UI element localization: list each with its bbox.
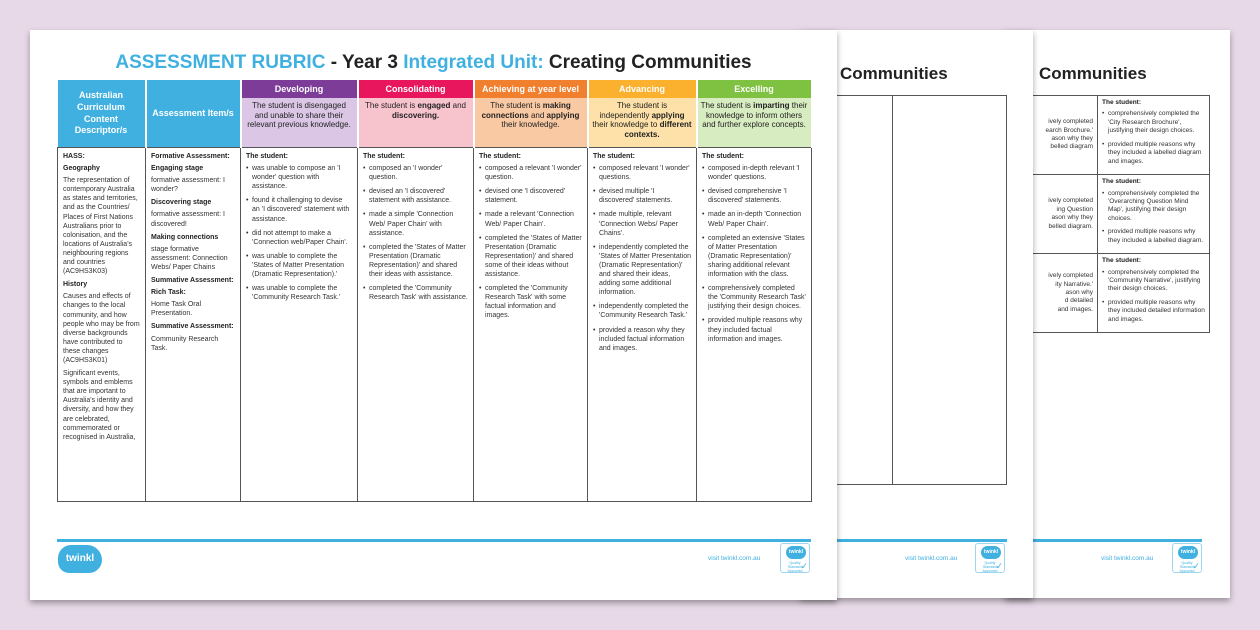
descriptor-text: different contexts. — [624, 120, 692, 139]
visit-link[interactable]: visit twinkl.com.au — [708, 555, 761, 562]
criteria-item: • provided multiple reasons why they included a labelled diagram. — [1102, 228, 1205, 245]
fragment: belled diagram — [1050, 143, 1093, 151]
fragment: ity Narrative.' — [1055, 280, 1093, 288]
fragment: ing Question — [1056, 205, 1093, 213]
level-descriptor — [698, 98, 811, 147]
footer-line — [1005, 539, 1202, 542]
descriptor-text: their knowledge to — [592, 120, 660, 130]
quality-badge: twinkl Quality Standard Approved ✓ — [975, 543, 1005, 573]
descriptor-text: engaged — [417, 101, 451, 110]
rubric-table — [57, 80, 813, 502]
cell-text: formative assessment: I wonder? — [151, 177, 225, 194]
header-excelling — [697, 80, 812, 148]
cell-heading: History — [63, 281, 88, 289]
fragment: ason why they — [1051, 135, 1093, 143]
criteria-list — [593, 164, 691, 353]
cell-heading: Making connections — [151, 233, 219, 241]
criteria-item: • composed an 'I wonder' question. — [363, 164, 468, 182]
cell-intro: The student: — [363, 153, 405, 160]
level-label: Advancing — [589, 80, 696, 98]
title-part: ASSESSMENT RUBRIC — [115, 52, 326, 73]
criteria-item: • did not attempt to make a 'Connection web/Paper Chain'. — [246, 229, 352, 247]
header-developing — [241, 80, 358, 148]
cell-text: Community Research Task. — [151, 335, 219, 352]
descriptor-text: making connections — [481, 101, 571, 120]
level-cell-developing — [241, 148, 358, 502]
criteria-item: • found it challenging to devise an 'I discovered' statement with assistance. — [246, 196, 352, 223]
criteria-item: • composed a relevant 'I wonder' question. — [479, 164, 582, 182]
cell-intro: The student: — [702, 153, 744, 160]
criteria-list — [1102, 110, 1205, 166]
header-curriculum: Australian Curriculum Content Descriptor/s — [58, 80, 146, 148]
page3-row — [1006, 254, 1210, 333]
title-part: Integrated Unit: — [403, 52, 544, 73]
twinkl-logo: twinkl — [58, 545, 102, 573]
fragment: ason why — [1065, 288, 1093, 296]
criteria-list — [1102, 190, 1205, 246]
page3-row — [1006, 96, 1210, 175]
quality-badge: twinkl Quality Standard Approved ✓ — [780, 543, 810, 573]
criteria-list — [702, 164, 806, 344]
level-cell-achieving-at-year-level — [474, 148, 588, 502]
fragment: ason why they — [1051, 214, 1093, 222]
criteria-item: • completed the 'States of Matter Presentation (Dramatic Representation)' and shared some of their ideas without assistance. — [479, 234, 582, 279]
page3-row — [1006, 175, 1210, 254]
criteria-list — [246, 164, 352, 302]
criteria-item: • independently completed the 'Community Research Task.' — [593, 302, 691, 320]
level-cell-excelling — [697, 148, 812, 502]
criteria-item: • was unable to complete the 'States of Matter Presentation (Dramatic Representation).' — [246, 252, 352, 279]
criteria-item: • made a relevant 'Connection Web/ Paper Chain'. — [479, 210, 582, 228]
cell-intro: The student: — [1102, 178, 1141, 186]
criteria-item: • comprehensively completed the 'City Research Brochure', justifying their design choices. — [1102, 110, 1205, 135]
descriptor-text: and — [450, 101, 466, 110]
criteria-item: • was unable to compose an 'I wonder' question with assistance. — [246, 164, 352, 191]
cell-heading: HASS: — [63, 153, 85, 160]
header-consolidating — [358, 80, 474, 148]
quality-badge: twinkl Quality Standard Approved ✓ — [1172, 543, 1202, 573]
cell-heading: Geography — [63, 165, 100, 173]
title-part: - Year 3 — [325, 52, 404, 73]
header-achieving-at-year-level — [474, 80, 588, 148]
descriptor-text: applying — [546, 110, 580, 120]
page3-table — [1005, 95, 1210, 333]
level-label: Developing — [242, 80, 357, 98]
criteria-item: • provided a reason why they included factual information and images. — [593, 326, 691, 353]
visit-link[interactable]: visit twinkl.com.au — [905, 555, 958, 562]
header-assessment-items: Assessment Item/s — [146, 80, 241, 148]
criteria-item: • devised one 'I discovered' statement. — [479, 187, 582, 205]
cell-heading: Discovering stage — [151, 199, 212, 207]
criteria-item: • completed an extensive 'States of Matter Presentation (Dramatic Representation)' sharing additional relevant information with the class. — [702, 234, 806, 279]
header-advancing — [588, 80, 697, 148]
assessment-items-cell — [146, 148, 241, 502]
cell-text: Home Task Oral Presentation. — [151, 301, 202, 318]
criteria-list — [479, 164, 582, 320]
descriptor-text: their knowledge to inform others and further explore concepts. — [702, 101, 808, 130]
criteria-item: • made an in-depth 'Connection Web/ Paper Chain'. — [702, 210, 806, 228]
descriptor-text: The student is — [365, 101, 418, 110]
fragment: earch Brochure.' — [1045, 126, 1093, 134]
descriptor-text: discovering. — [391, 110, 440, 120]
cell-heading: Engaging stage — [151, 165, 204, 173]
fragment: belled diagram. — [1048, 222, 1093, 230]
level-label: Excelling — [698, 80, 811, 98]
rubric-page — [30, 30, 837, 600]
criteria-item: • composed relevant 'I wonder' questions. — [593, 164, 691, 182]
criteria-item: • made multiple, relevant 'Connection Webs/ Paper Chains'. — [593, 210, 691, 237]
page3-title: Communities — [1039, 64, 1147, 83]
criteria-item: • devised an 'I discovered' statement with assistance. — [363, 187, 468, 205]
cell-text: The representation of contemporary Australia as states and territories, and as the Countries/ Places of First Nations Australians prior to colonisation, and the locations of Australia's neighbouring regions and countries (AC9HS3K03) — [63, 177, 138, 276]
title-part: Creating Communities — [543, 52, 752, 73]
descriptor-text: applying — [651, 110, 685, 120]
criteria-item: • provided multiple reasons why they included a labelled diagram and images. — [1102, 141, 1205, 166]
page-preview-3 — [1005, 30, 1230, 598]
criteria-item: • completed the 'Community Research Task' with assistance. — [363, 284, 468, 302]
descriptor-text: their knowledge. — [501, 120, 560, 130]
descriptor-text: The student is — [700, 101, 754, 110]
level-cell-consolidating — [358, 148, 474, 502]
cell-heading: Formative Assessment: — [151, 153, 230, 160]
cell-heading: Summative Assessment: — [151, 277, 234, 285]
criteria-list — [363, 164, 468, 302]
page2-title: Communities — [840, 64, 948, 83]
cell-text: Significant events, symbols and emblems that are important to Australia's identity and diversity, and how they are celebrated, commemorated or recognised in Australia, — [63, 370, 136, 441]
descriptor-text: and — [528, 110, 547, 120]
criteria-item: • completed the 'States of Matter Presentation (Dramatic Representation)' and shared their ideas with assistance. — [363, 243, 468, 279]
level-descriptor — [475, 98, 587, 147]
cell-intro: The student: — [246, 153, 288, 160]
criteria-item: • provided multiple reasons why they included detailed information and images. — [1102, 299, 1205, 324]
descriptor-text: The student is — [490, 101, 543, 110]
level-cell-advancing — [588, 148, 697, 502]
cell-text: Causes and effects of changes to the local community, and how people who may be from diverse backgrounds have contributed to these changes (AC9HS3K01) — [63, 293, 140, 364]
cell-intro: The student: — [479, 153, 521, 160]
fragment: ively completed — [1048, 118, 1093, 126]
fragment: ively completed — [1048, 272, 1093, 280]
criteria-item: • comprehensively completed the 'Community Narrative', justifying their design choices. — [1102, 269, 1205, 294]
cell-heading: Rich Task: — [151, 289, 186, 297]
fragment: ively completed — [1048, 197, 1093, 205]
criteria-item: • independently completed the 'States of Matter Presentation (Dramatic Representation)' and shared their ideas, adding some additional information. — [593, 243, 691, 298]
descriptor-text: The student is independently — [599, 101, 668, 120]
criteria-item: • was unable to complete the 'Community Research Task.' — [246, 284, 352, 302]
footer-line — [57, 539, 811, 542]
level-label: Achieving at year level — [475, 80, 587, 98]
cell-intro: The student: — [1102, 99, 1141, 106]
fragment: and images. — [1057, 305, 1093, 313]
criteria-item: • devised comprehensive 'I discovered' statements. — [702, 187, 806, 205]
cell-intro: The student: — [593, 153, 635, 160]
criteria-item: • made a simple 'Connection Web/ Paper Chain' with assistance. — [363, 210, 468, 237]
criteria-item: • provided multiple reasons why they included factual information and images. — [702, 316, 806, 343]
page3-right-cell — [1098, 175, 1210, 254]
criteria-list — [1102, 269, 1205, 325]
level-descriptor — [242, 98, 357, 147]
cell-text: formative assessment: I discovered! — [151, 211, 225, 228]
descriptor-text: imparting — [753, 101, 790, 110]
visit-link[interactable]: visit twinkl.com.au — [1101, 555, 1154, 562]
level-descriptor — [589, 98, 696, 147]
cell-intro: The student: — [1102, 257, 1141, 265]
fragment: d detailed — [1064, 297, 1093, 305]
criteria-item: • comprehensively completed the 'Community Research Task' justifying their design choices. — [702, 284, 806, 311]
page-title — [30, 52, 837, 74]
cell-heading: Summative Assessment: — [151, 323, 234, 331]
page3-right-cell — [1098, 96, 1210, 175]
criteria-item: • devised multiple 'I discovered' statements. — [593, 187, 691, 205]
criteria-item: • composed in-depth relevant 'I wonder' questions. — [702, 164, 806, 182]
criteria-item: • completed the 'Community Research Task' with some factual information and images. — [479, 284, 582, 320]
level-label: Consolidating — [359, 80, 473, 98]
cell-text: stage formative assessment: Connection Webs/ Paper Chains — [151, 245, 228, 271]
level-descriptor — [359, 98, 473, 147]
curriculum-cell — [58, 148, 146, 502]
page3-right-cell — [1098, 254, 1210, 333]
criteria-item: • comprehensively completed the 'Overarching Question Mind Map', justifying their design choices. — [1102, 190, 1205, 224]
descriptor-text: The student is disengaged and unable to share their relevant previous knowledge. — [247, 101, 351, 130]
